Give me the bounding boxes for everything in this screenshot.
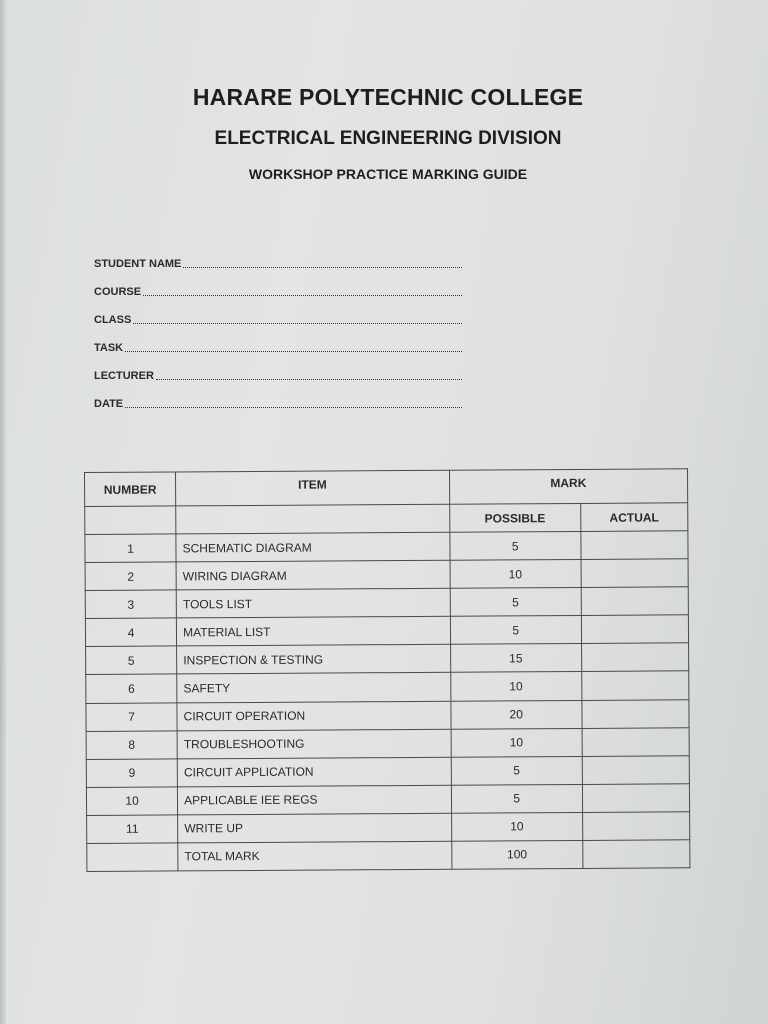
row-number: 5: [86, 646, 177, 675]
table-row: [85, 531, 688, 563]
row-item: WRITE UP: [178, 813, 452, 843]
row-item: APPLICABLE IEE REGS: [178, 785, 452, 815]
table-row: [86, 755, 689, 787]
row-item: CIRCUIT APPLICATION: [177, 757, 451, 787]
row-possible-mark: 10: [451, 812, 582, 841]
row-actual-mark[interactable]: [581, 615, 688, 644]
row-number: 6: [86, 674, 177, 703]
class-label: CLASS: [94, 314, 132, 326]
table-row: [86, 643, 689, 675]
total-actual-mark[interactable]: [583, 840, 690, 869]
row-item: SCHEMATIC DIAGRAM: [176, 532, 450, 562]
row-actual-mark[interactable]: [581, 643, 688, 672]
row-item: WIRING DIAGRAM: [176, 560, 450, 590]
number-subheader-empty: [85, 506, 176, 535]
row-actual-mark[interactable]: [581, 559, 688, 588]
row-number: 10: [86, 787, 177, 816]
row-possible-mark: 20: [450, 700, 581, 729]
total-possible-mark: 100: [451, 840, 582, 869]
row-number: 8: [86, 731, 177, 760]
row-number: 11: [87, 815, 178, 844]
table-row: [85, 587, 688, 619]
actual-header: ACTUAL: [580, 503, 687, 532]
row-possible-mark: 5: [450, 588, 581, 617]
row-possible-mark: 5: [449, 532, 580, 561]
row-number: 2: [85, 562, 176, 591]
total-number-empty: [87, 843, 178, 872]
paper-edge: [0, 0, 6, 1024]
table-row: [86, 784, 689, 816]
table-row: [86, 671, 689, 703]
task-field: [94, 342, 462, 354]
mark-header: MARK: [449, 469, 688, 505]
lecturer-field: [94, 370, 462, 382]
row-item: MATERIAL LIST: [177, 617, 451, 647]
row-item: SAFETY: [177, 673, 451, 703]
subheader-row: [85, 503, 688, 535]
row-number: 4: [85, 618, 176, 647]
table-row: [86, 699, 689, 731]
task-label: TASK: [94, 342, 124, 354]
row-item: TOOLS LIST: [176, 589, 450, 619]
student-name-field: [94, 258, 462, 270]
item-subheader-empty: [176, 504, 450, 534]
student-name-label: STUDENT NAME: [94, 258, 182, 270]
date-label: DATE: [94, 398, 124, 410]
row-actual-mark[interactable]: [582, 727, 689, 756]
row-number: 9: [86, 759, 177, 788]
guide-title: WORKSHOP PRACTICE MARKING GUIDE: [248, 166, 528, 182]
course-label: COURSE: [94, 286, 142, 298]
division-title: ELECTRICAL ENGINEERING DIVISION: [214, 128, 562, 149]
header-row: [85, 469, 688, 507]
row-possible-mark: 5: [451, 756, 582, 785]
row-actual-mark[interactable]: [581, 531, 688, 560]
marking-table: [84, 468, 690, 872]
college-title: HARARE POLYTECHNIC COLLEGE: [192, 84, 584, 110]
row-item: CIRCUIT OPERATION: [177, 701, 451, 731]
row-number: 3: [85, 590, 176, 619]
row-actual-mark[interactable]: [582, 812, 689, 841]
row-actual-mark[interactable]: [582, 699, 689, 728]
lecturer-label: LECTURER: [94, 370, 154, 382]
row-item: TROUBLESHOOTING: [177, 729, 451, 759]
row-possible-mark: 5: [451, 784, 582, 813]
row-item: INSPECTION & TESTING: [177, 645, 451, 675]
total-row: [87, 840, 690, 872]
row-possible-mark: 10: [450, 560, 581, 589]
possible-header: POSSIBLE: [449, 504, 580, 533]
row-number: 1: [85, 534, 176, 563]
table-row: [85, 615, 688, 647]
date-field: [94, 398, 462, 410]
table-row: [86, 727, 689, 759]
number-header: NUMBER: [85, 472, 176, 507]
class-field: [94, 314, 462, 326]
table-row: [87, 812, 690, 844]
row-possible-mark: 10: [451, 728, 582, 757]
row-actual-mark[interactable]: [582, 755, 689, 784]
row-actual-mark[interactable]: [581, 587, 688, 616]
row-number: 7: [86, 702, 177, 731]
table-row: [85, 559, 688, 591]
row-actual-mark[interactable]: [582, 784, 689, 813]
row-possible-mark: 5: [450, 616, 581, 645]
row-possible-mark: 15: [450, 644, 581, 673]
course-field: [94, 286, 462, 298]
total-label: TOTAL MARK: [178, 841, 452, 871]
row-possible-mark: 10: [450, 672, 581, 701]
item-header: ITEM: [176, 470, 450, 506]
row-actual-mark[interactable]: [582, 671, 689, 700]
